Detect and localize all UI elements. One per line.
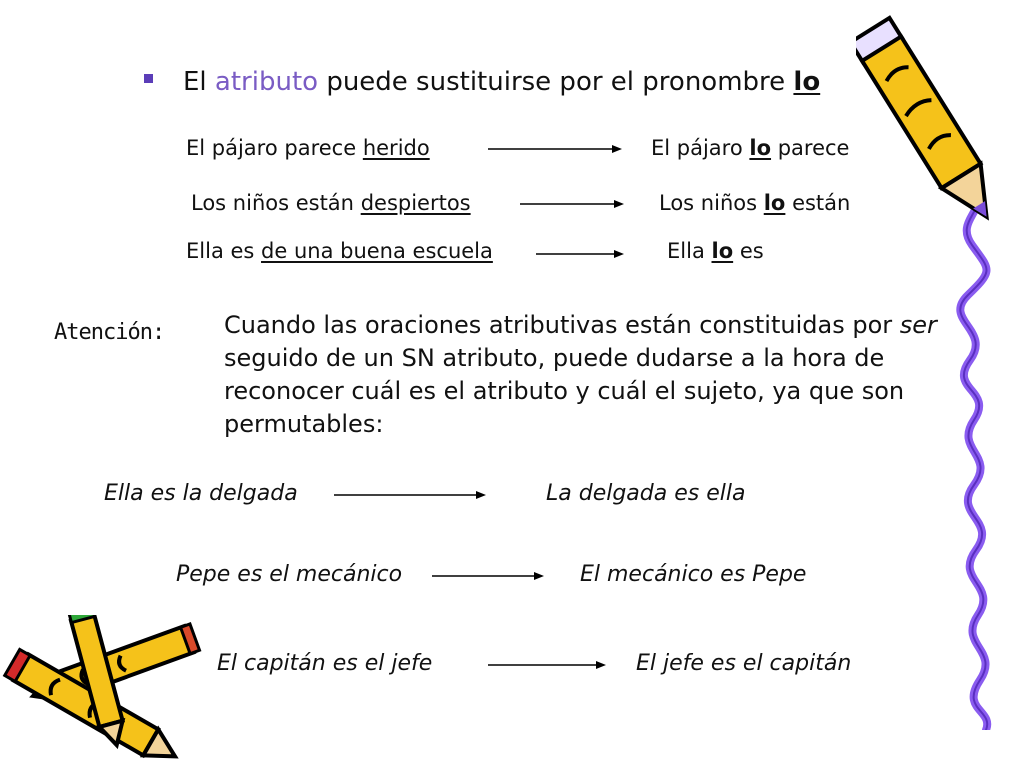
row-2-right-text: Los niños [659, 191, 758, 215]
row-3-left [186, 239, 493, 263]
row-1-left [186, 136, 430, 160]
title-pronoun: lo [793, 67, 821, 97]
attention-text-ser: ser [899, 311, 937, 339]
example-1-right: La delgada es ella [546, 481, 746, 506]
row-3-arrow-icon [536, 248, 626, 260]
row-3-left-text: Ella es [186, 239, 255, 263]
example-1-left: Ella es la delgada [104, 481, 298, 506]
row-3-left-attribute: de una buena escuela [261, 239, 493, 263]
example-3-right: El jefe es el capitán [636, 651, 852, 676]
pencil-icon [856, 4, 1006, 244]
example-3-arrow-icon [488, 659, 608, 671]
example-1-arrow-icon [334, 489, 488, 501]
row-2-right-pronoun: lo [763, 191, 786, 215]
example-2-arrow-icon [432, 570, 546, 582]
title-rest: puede sustituirse por el pronombre [326, 67, 786, 97]
attention-text-part-1: Cuando las oraciones atributivas están constituidas por [224, 311, 893, 339]
row-2-left-text: Los niños están [191, 191, 354, 215]
example-3-left: El capitán es el jefe [217, 651, 433, 676]
row-2-left-attribute: despiertos [360, 191, 471, 215]
example-2-left: Pepe es el mecánico [176, 562, 403, 587]
row-1-arrow-icon [488, 143, 624, 155]
title-highlight: atributo [214, 67, 319, 97]
row-1-right-pronoun: lo [749, 136, 772, 160]
row-1-right-text: El pájaro [651, 136, 743, 160]
row-3-right-verb: es [739, 239, 764, 263]
bullet-icon [144, 74, 153, 83]
attention-text [224, 309, 974, 441]
row-3-right-pronoun: lo [711, 239, 734, 263]
title-word: El [183, 67, 207, 97]
squiggle-decoration-icon [944, 190, 1014, 730]
row-1-right [651, 136, 849, 160]
slide-title [183, 67, 820, 97]
row-3-right-text: Ella [667, 239, 705, 263]
example-2-right: El mecánico es Pepe [580, 562, 807, 587]
row-2-right-verb: están [792, 191, 851, 215]
row-3-right [667, 239, 764, 263]
row-2-right [659, 191, 850, 215]
row-2-arrow-icon [520, 198, 626, 210]
row-1-right-verb: parece [777, 136, 850, 160]
row-1-left-attribute: herido [362, 136, 430, 160]
attention-label: Atención: [54, 320, 165, 345]
attention-text-part-2: seguido de un SN atributo, puede dudarse a la hora de reconocer cuál es el atributo y cuál el sujeto, ya que son permutables: [224, 344, 905, 438]
row-1-left-text: El pájaro parece [186, 136, 357, 160]
row-2-left [191, 191, 471, 215]
crossed-pencils-icon [0, 615, 210, 765]
